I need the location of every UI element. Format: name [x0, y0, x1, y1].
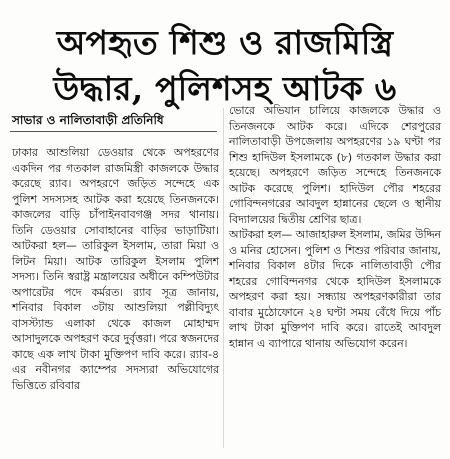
byline: সাভার ও নালিতাবাড়ী প্রতিনিধি — [12, 113, 164, 127]
headline-line-1: অপহৃত শিশু ও রাজমিস্ত্রি — [56, 23, 394, 62]
right-paragraph-1: ভোরে অভিযান চালিয়ে কাজলকে উদ্ধার ও তিনজনকে আটক করে। এদিকে শেরপুরের নালিতাবাড়ী উপজেলায় অপহরণের ১৯ ঘণ্টা পর শিশু হাদিউল ইসলামকে (৮) গতকাল উদ্ধার করা হয়েছে। অপহরণে জড়িত সন্দেহে তিনজনকে আটক করেছে পুলিশ। হাদিউল পৌর শহরের গোবিন্দনগরের আবদুল হান্নানের ছেলে ও স্থানীয় বিদ্যালয়ের দ্বিতীয় শ্রেণির ছাত্র। — [229, 104, 441, 226]
column-divider — [223, 108, 224, 448]
headline — [8, 20, 442, 112]
right-paragraph-2: আটকরা হল— আজাহারুল ইসলাম, জমির উদ্দিন ও মনির হোসেন। পুলিশ ও শিশুর পরিবার জানায়, শনিবার বিকাল ৪টার দিকে নালিতাবাড়ী পৌর শহরের গোবিন্দনগর থেকে হাদিউল ইসলামকে অপহরণ করা হয়। সন্ধ্যায় অপহরণকারীরা তার বাবার মুঠোফোনে ২৪ ঘণ্টা সময় বেঁধে দিয়ে পাঁচ লাখ টাকা মুক্তিপণ দাবি করে। রাতেই আবদুল হান্নান এ ব্যাপারে থানায় অভিযোগ করেন। — [229, 228, 441, 350]
left-paragraph: ঢাকার আশুলিয়া ডেওয়ার থেকে অপহরণের একদিন পর গতকাল রাজমিস্ত্রী কাজলকে উদ্ধার করেছে র‌্যাব। অপহরণে জড়িত সন্দেহে এক পুলিশ সদস্যসহ আটক করা হয়েছে তিনজনকে। কাজলের বাড়ি চাঁপাইনবাবগঞ্জ সদর থানায়। তিনি ডেওয়ার সোবাহানের বাড়ির ভাড়াটিয়া। আটকরা হল— তারিকুল ইসলাম, তারা মিয়া ও লিটন মিয়া। আটক তারিকুল ইসলাম পুলিশ সদস্য। তিনি স্বরাষ্ট্র মন্ত্রালয়ের অধীনে কম্পিউটার অপারেটর পদে কর্মরত। র‌্যাব সূত্র জানায়, শনিবার বিকাল ৩টায় আশুলিয়া পল্লীবিদ্যুৎ বাসস্ট্যান্ড এলাকা থেকে কাজল মোহাম্মদ আসাদুলকে অপহরণ করে দুর্বৃত্তরা। পরে স্বজনদের কাছে এক লাখ টাকা মুক্তিপণ দাবি করে। র‌্যাব-৪ এর নবীনগর ক্যাম্পের সদস্যরা অভিযোগের ভিত্তিতে রবিবার — [12, 146, 219, 392]
article-column-right — [229, 103, 441, 351]
headline-line-2: উদ্ধার, পুলিশসহ আটক ৬ — [53, 69, 397, 108]
article-column-left — [12, 145, 219, 393]
byline-underline — [10, 131, 217, 132]
clipping-bottom-edge — [0, 451, 450, 459]
